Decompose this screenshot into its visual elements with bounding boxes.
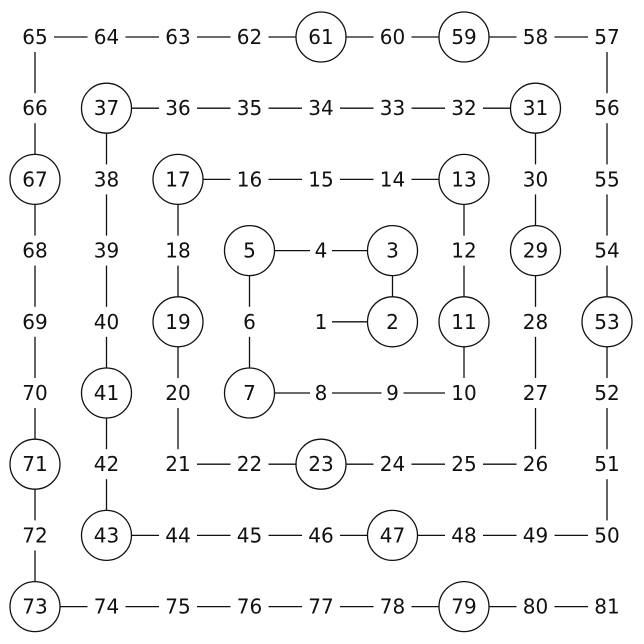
number-label: 23 (308, 452, 334, 477)
number-label: 14 (379, 167, 406, 192)
number-label: 19 (165, 309, 191, 334)
number-label: 30 (522, 167, 549, 192)
circled-number-node (153, 154, 203, 204)
number-label: 69 (22, 309, 48, 334)
number-label: 8 (314, 381, 328, 405)
number-node (22, 381, 47, 405)
number-label: 61 (308, 25, 334, 49)
number-node (22, 523, 47, 547)
number-label: 17 (165, 167, 191, 192)
circled-number-node (368, 510, 418, 560)
number-node (94, 595, 119, 619)
circled-number-node (82, 368, 132, 418)
number-label: 58 (522, 25, 549, 49)
number-label: 34 (308, 96, 334, 121)
circled-number-node (82, 510, 132, 560)
number-node (386, 381, 399, 405)
number-node (380, 167, 405, 191)
circled-number-node (439, 12, 489, 62)
number-label: 62 (236, 25, 263, 49)
number-node (380, 595, 405, 619)
number-label: 39 (93, 238, 120, 263)
number-label: 81 (594, 594, 620, 619)
number-node (523, 167, 548, 191)
circled-number-node (296, 12, 346, 62)
circled-number-node (82, 83, 132, 133)
number-node (94, 452, 119, 476)
number-node (237, 452, 262, 476)
number-node (380, 25, 405, 49)
number-label: 72 (22, 523, 48, 548)
number-node (308, 523, 333, 547)
number-label: 33 (379, 96, 406, 121)
number-node (308, 167, 333, 191)
number-node (237, 96, 262, 120)
number-node (22, 25, 47, 49)
circled-number-node (511, 83, 561, 133)
number-label: 71 (22, 452, 48, 477)
number-label: 1 (314, 309, 328, 334)
number-node (165, 523, 190, 547)
circled-number-node (368, 226, 418, 276)
number-node (308, 595, 333, 619)
number-node (594, 595, 619, 619)
circled-number-node (225, 368, 275, 418)
number-label: 56 (594, 96, 620, 121)
number-node (22, 310, 47, 334)
number-label: 43 (93, 523, 120, 548)
number-node (315, 239, 328, 263)
number-label: 49 (522, 523, 549, 548)
circled-number-node (439, 582, 489, 632)
number-node (22, 96, 47, 120)
circled-number-node (225, 226, 275, 276)
number-label: 80 (522, 594, 549, 619)
number-label: 25 (451, 452, 477, 477)
number-node (594, 523, 619, 547)
number-node (451, 381, 476, 405)
number-label: 40 (93, 309, 120, 334)
number-node (165, 595, 190, 619)
number-label: 16 (236, 167, 263, 192)
number-label: 77 (308, 594, 334, 619)
number-label: 35 (236, 96, 263, 121)
circled-number-node (10, 582, 60, 632)
number-label: 51 (594, 452, 620, 477)
number-label: 73 (22, 594, 48, 619)
number-node (594, 96, 619, 120)
circled-number-node (10, 439, 60, 489)
number-label: 79 (451, 594, 477, 619)
number-label: 4 (314, 238, 328, 263)
number-label: 78 (379, 594, 406, 619)
number-label: 48 (451, 523, 477, 548)
number-node (523, 452, 548, 476)
number-label: 41 (93, 381, 120, 405)
number-label: 3 (386, 238, 399, 263)
number-node (594, 381, 619, 405)
number-label: 55 (594, 167, 620, 192)
number-node (594, 239, 619, 263)
number-label: 7 (243, 381, 256, 405)
number-label: 29 (522, 238, 549, 263)
number-label: 68 (22, 238, 48, 263)
number-node (165, 96, 190, 120)
number-label: 9 (386, 381, 399, 405)
number-node (451, 239, 476, 263)
number-node (451, 96, 476, 120)
circled-number-node (582, 297, 632, 347)
number-node (94, 310, 119, 334)
number-label: 59 (451, 25, 477, 49)
number-node (594, 25, 619, 49)
number-node (315, 310, 328, 334)
circled-number-node (439, 297, 489, 347)
number-label: 44 (165, 523, 191, 548)
number-label: 28 (522, 309, 549, 334)
number-label: 6 (243, 309, 256, 334)
number-node (451, 523, 476, 547)
circled-number-node (511, 226, 561, 276)
number-label: 11 (451, 309, 477, 334)
number-node (237, 595, 262, 619)
number-node (94, 239, 119, 263)
number-label: 20 (165, 381, 191, 405)
number-label: 75 (165, 594, 191, 619)
number-node (594, 167, 619, 191)
number-label: 42 (93, 452, 120, 477)
circled-number-node (153, 297, 203, 347)
number-label: 15 (308, 167, 334, 192)
number-label: 67 (22, 167, 48, 192)
number-node (165, 381, 190, 405)
number-node (523, 25, 548, 49)
number-node (523, 310, 548, 334)
number-node (523, 595, 548, 619)
number-label: 10 (451, 381, 477, 405)
number-node (94, 25, 119, 49)
number-label: 65 (22, 25, 48, 49)
number-label: 53 (594, 309, 620, 334)
number-node (315, 381, 328, 405)
number-label: 70 (22, 381, 48, 405)
number-node (165, 239, 190, 263)
number-node (165, 452, 190, 476)
number-node (94, 167, 119, 191)
circled-number-node (439, 154, 489, 204)
number-label: 27 (522, 381, 549, 405)
number-label: 36 (165, 96, 191, 121)
number-node (237, 523, 262, 547)
number-node (22, 239, 47, 263)
number-label: 46 (308, 523, 334, 548)
number-label: 45 (236, 523, 263, 548)
number-label: 31 (522, 96, 549, 121)
spiral-nodes (10, 12, 632, 632)
circled-number-node (10, 154, 60, 204)
number-label: 26 (522, 452, 549, 477)
number-label: 21 (165, 452, 191, 477)
number-label: 37 (93, 96, 120, 121)
number-node (523, 523, 548, 547)
number-label: 66 (22, 96, 48, 121)
number-label: 22 (236, 452, 263, 477)
number-node (237, 167, 262, 191)
number-node (594, 452, 619, 476)
number-label: 5 (243, 238, 256, 263)
number-node (308, 96, 333, 120)
number-node (451, 452, 476, 476)
number-label: 24 (379, 452, 406, 477)
circled-number-node (296, 439, 346, 489)
number-label: 63 (165, 25, 191, 49)
number-label: 74 (93, 594, 120, 619)
number-label: 2 (386, 309, 399, 334)
number-label: 60 (379, 25, 406, 49)
circled-number-node (368, 297, 418, 347)
number-label: 13 (451, 167, 477, 192)
number-label: 64 (93, 25, 120, 49)
number-label: 12 (451, 238, 477, 263)
number-label: 76 (236, 594, 263, 619)
number-node (380, 96, 405, 120)
number-node (237, 25, 262, 49)
number-label: 38 (93, 167, 120, 192)
number-node (165, 25, 190, 49)
number-node (523, 381, 548, 405)
number-label: 50 (594, 523, 620, 548)
number-label: 57 (594, 25, 620, 49)
number-label: 52 (594, 381, 620, 405)
number-label: 32 (451, 96, 477, 121)
number-label: 18 (165, 238, 191, 263)
number-label: 47 (379, 523, 406, 548)
number-node (243, 310, 256, 334)
number-label: 54 (594, 238, 620, 263)
number-node (380, 452, 405, 476)
